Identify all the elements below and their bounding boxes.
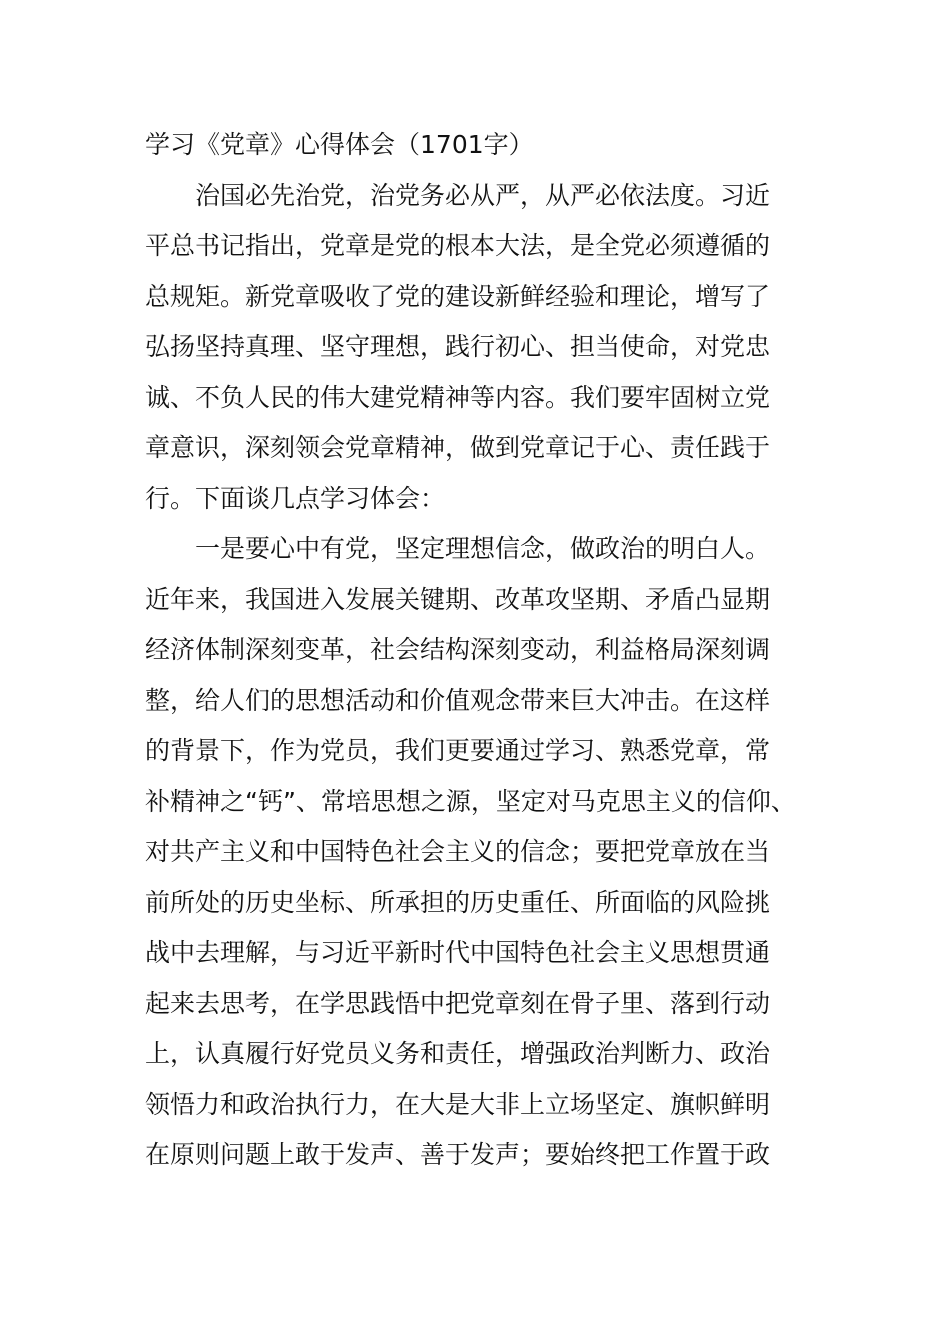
paragraph-line: 诚、不负人民的伟大建党精神等内容。我们要牢固树立党 — [145, 382, 771, 412]
paragraph-line: 领悟力和政治执行力，在大是大非上立场坚定、旗帜鲜明 — [145, 1089, 771, 1119]
paragraph-line: 总规矩。新党章吸收了党的建设新鲜经验和理论，增写了 — [145, 281, 771, 311]
paragraph-line: 整，给人们的思想活动和价值观念带来巨大冲击。在这样 — [145, 685, 771, 715]
paragraph-line: 一是要心中有党，坚定理想信念，做政治的明白人。 — [195, 534, 771, 563]
paragraph-line: 章意识，深刻领会党章精神，做到党章记于心、责任践于 — [145, 433, 771, 462]
paragraph-line: 战中去理解，与习近平新时代中国特色社会主义思想贯通 — [145, 938, 771, 967]
document-title: 学习《党章》心得体会（1701字） — [145, 130, 534, 159]
document-body — [145, 120, 807, 1181]
paragraph-line: 起来去思考，在学思践悟中把党章刻在骨子里、落到行动 — [145, 988, 771, 1018]
paragraph-line: 经济体制深刻变革，社会结构深刻变动，利益格局深刻调 — [145, 635, 771, 664]
paragraph-line: 上，认真履行好党员义务和责任，增强政治判断力、政治 — [145, 1039, 771, 1068]
paragraph-line: 的背景下，作为党员，我们更要通过学习、熟悉党章，常 — [145, 736, 771, 765]
paragraph-line: 治国必先治党，治党务必从严，从严必依法度。习近 — [195, 180, 771, 210]
paragraph-line: 弘扬坚持真理、坚守理想，践行初心、担当使命，对党忠 — [145, 332, 771, 361]
paragraph-line: 近年来，我国进入发展关键期、改革攻坚期、矛盾凸显期 — [145, 584, 771, 614]
paragraph-line: 补精神之“钙”、常培思想之源，坚定对马克思主义的信仰、 — [145, 786, 796, 816]
paragraph-line: 平总书记指出，党章是党的根本大法，是全党必须遵循的 — [145, 231, 771, 260]
paragraph-line: 在原则问题上敢于发声、善于发声；要始终把工作置于政 — [145, 1140, 771, 1169]
paragraph-line: 对共产主义和中国特色社会主义的信念；要把党章放在当 — [145, 837, 771, 866]
paragraph-line: 行。下面谈几点学习体会： — [145, 483, 446, 513]
paragraph-line: 前所处的历史坐标、所承担的历史重任、所面临的风险挑 — [145, 887, 771, 917]
